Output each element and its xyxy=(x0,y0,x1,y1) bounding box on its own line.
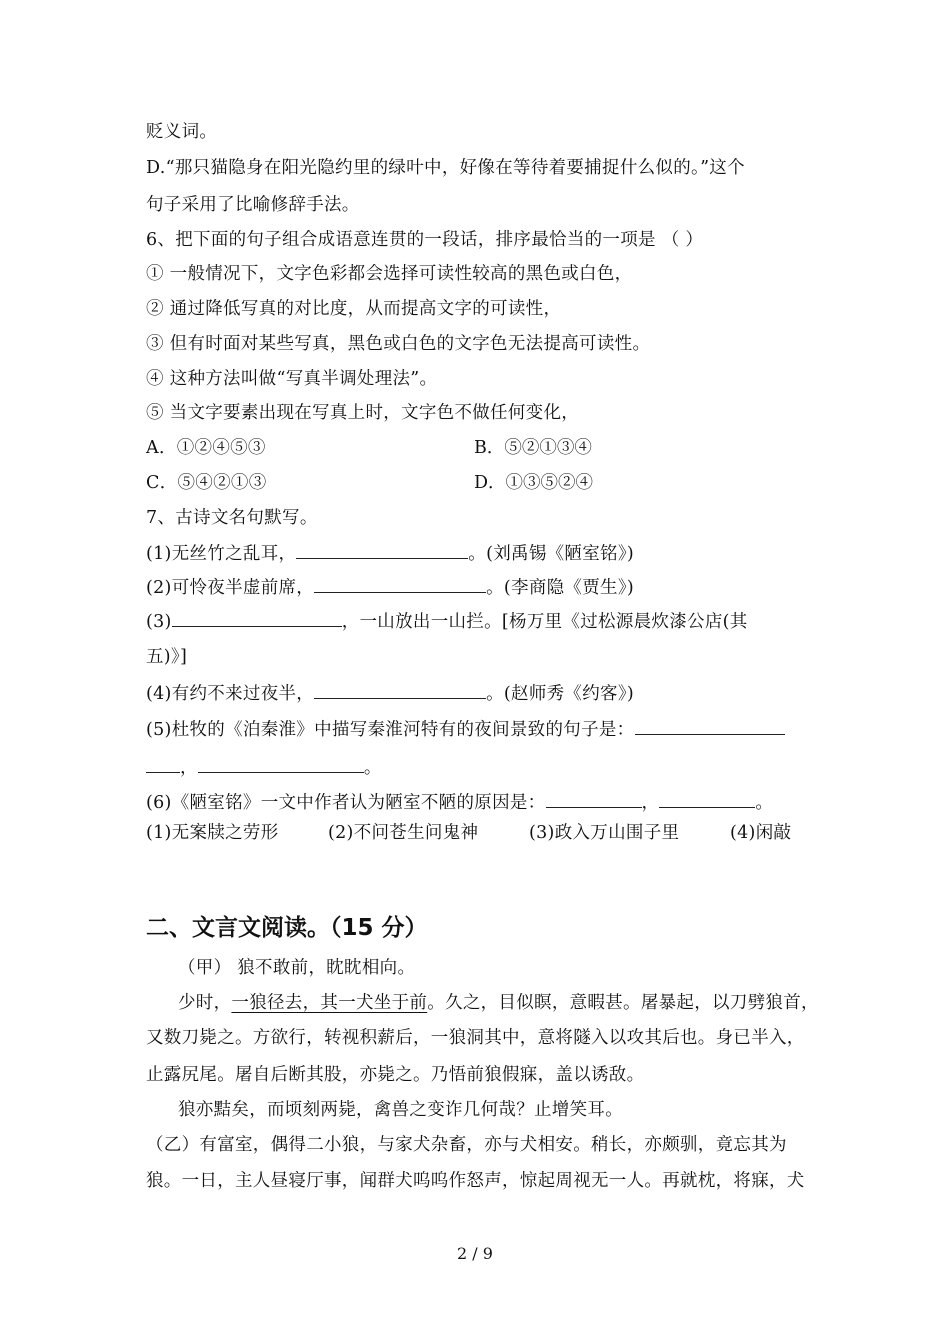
option-a: A．①②④⑤③ xyxy=(146,438,266,458)
q7-1-text: (1)无丝竹之乱耳， xyxy=(146,544,297,564)
text-line: 句子采用了比喻修辞手法。 xyxy=(146,195,360,215)
q7-2-source: 。(李商隐《贾生》) xyxy=(486,578,634,598)
question-6-stem: 6、把下面的句子组合成语意连贯的一段话，排序最恰当的一项是 （ ） xyxy=(146,230,704,250)
q7-item-6 xyxy=(146,789,773,815)
choice-3: (3)政入万山围子里 xyxy=(529,823,680,843)
passage-line: 狼。一日，主人昼寝厅事，闻群犬呜呜作怒声，惊起周视无一人。再就枕，将寐，犬 xyxy=(146,1171,805,1191)
choice-2: (2)不问苍生问鬼神 xyxy=(328,823,479,843)
sentence-3: ③ 但有时面对某些写真，黑色或白色的文字色无法提高可读性。 xyxy=(146,334,651,354)
sentence-2: ② 通过降低写真的对比度，从而提高文字的可读性， xyxy=(146,299,562,319)
passage-line: 又数刀毙之。方欲行，转视积薪后，一狼洞其中，意将隧入以攻其后也。身已半入， xyxy=(146,1028,805,1048)
q7-item-3 xyxy=(146,608,748,634)
answer-blank[interactable] xyxy=(296,540,468,559)
q7-item-5 xyxy=(146,716,785,742)
passage-line: 止露尻尾。屠自后断其股，亦毙之。乃悟前狼假寐，盖以诱敌。 xyxy=(146,1065,645,1085)
answer-blank[interactable] xyxy=(172,608,342,627)
page-number: 2 / 9 xyxy=(457,1244,493,1263)
q7-item-2 xyxy=(146,574,634,600)
option-d: D．①③⑤②④ xyxy=(474,473,594,493)
q7-3-text: ，一山放出一山拦。[杨万里《过松源晨炊漆公店(其 xyxy=(341,612,748,632)
passage-yi-line: （乙）有富室，偶得二小狼，与家犬杂畜，亦与犬相安。稍长，亦颇驯，竟忘其为 xyxy=(146,1135,787,1155)
section-heading: 二、文言文阅读。（15 分） xyxy=(146,915,428,941)
passage-line xyxy=(178,991,819,1015)
comma: ， xyxy=(641,793,660,813)
answer-blank[interactable] xyxy=(314,680,486,699)
answer-blank[interactable] xyxy=(198,754,364,773)
question-7-stem: 7、古诗文名句默写。 xyxy=(146,508,318,528)
choice-4: (4)闲敲 xyxy=(730,823,792,843)
passage-line: 狼亦黠矣，而顷刻两毙，禽兽之变诈几何哉？止增笑耳。 xyxy=(178,1100,623,1120)
q7-item-1 xyxy=(146,540,634,566)
text-line: 贬义词。 xyxy=(146,122,218,142)
q7-4-source: 。(赵师秀《约客》) xyxy=(486,684,634,704)
comma: ， xyxy=(180,758,198,778)
option-b: B．⑤②①③④ xyxy=(474,438,592,458)
passage-text: 。久之，目似瞑，意暇甚。屠暴起，以刀劈狼首， xyxy=(427,993,819,1013)
choice-1: (1)无案牍之劳形 xyxy=(146,823,279,843)
passage-jia-heading: （甲） 狼不敢前，眈眈相向。 xyxy=(178,958,416,978)
q7-choices xyxy=(146,821,791,845)
answer-blank[interactable] xyxy=(659,789,755,808)
passage-text: 少时， xyxy=(178,993,232,1013)
answer-blank[interactable] xyxy=(146,754,180,773)
sentence-5: ⑤ 当文字要素出现在写真上时，文字色不做任何变化， xyxy=(146,403,580,423)
q7-item-4 xyxy=(146,680,634,706)
q7-5-text: (5)杜牧的《泊秦淮》中描写秦淮河特有的夜间景致的句子是： xyxy=(146,720,635,740)
q7-3-continued: 五)》] xyxy=(146,647,188,667)
q7-6-text: (6)《陋室铭》一文中作者认为陋室不陋的原因是： xyxy=(146,793,546,813)
answer-blank[interactable] xyxy=(314,574,486,593)
underlined-sentence: 一狼径去，其一犬坐于前 xyxy=(231,993,428,1013)
q7-1-source: 。(刘禹锡《陋室铭》) xyxy=(468,544,635,564)
option-d-line: D.“那只猫隐身在阳光隐约里的绿叶中，好像在等待着要捕捉什么似的。”这个 xyxy=(146,158,745,178)
sentence-1: ① 一般情况下，文字色彩都会选择可读性较高的黑色或白色， xyxy=(146,264,633,284)
answer-blank[interactable] xyxy=(635,716,785,735)
period: 。 xyxy=(755,793,774,813)
q7-4-text: (4)有约不来过夜半， xyxy=(146,684,315,704)
period: 。 xyxy=(363,758,382,778)
q7-2-text: (2)可怜夜半虚前席， xyxy=(146,578,315,598)
q7-3-num: (3) xyxy=(146,612,172,632)
option-c: C．⑤④②①③ xyxy=(146,473,267,493)
answer-blank[interactable] xyxy=(546,789,642,808)
q7-5-continued xyxy=(146,754,382,780)
sentence-4: ④ 这种方法叫做“写真半调处理法”。 xyxy=(146,369,438,389)
